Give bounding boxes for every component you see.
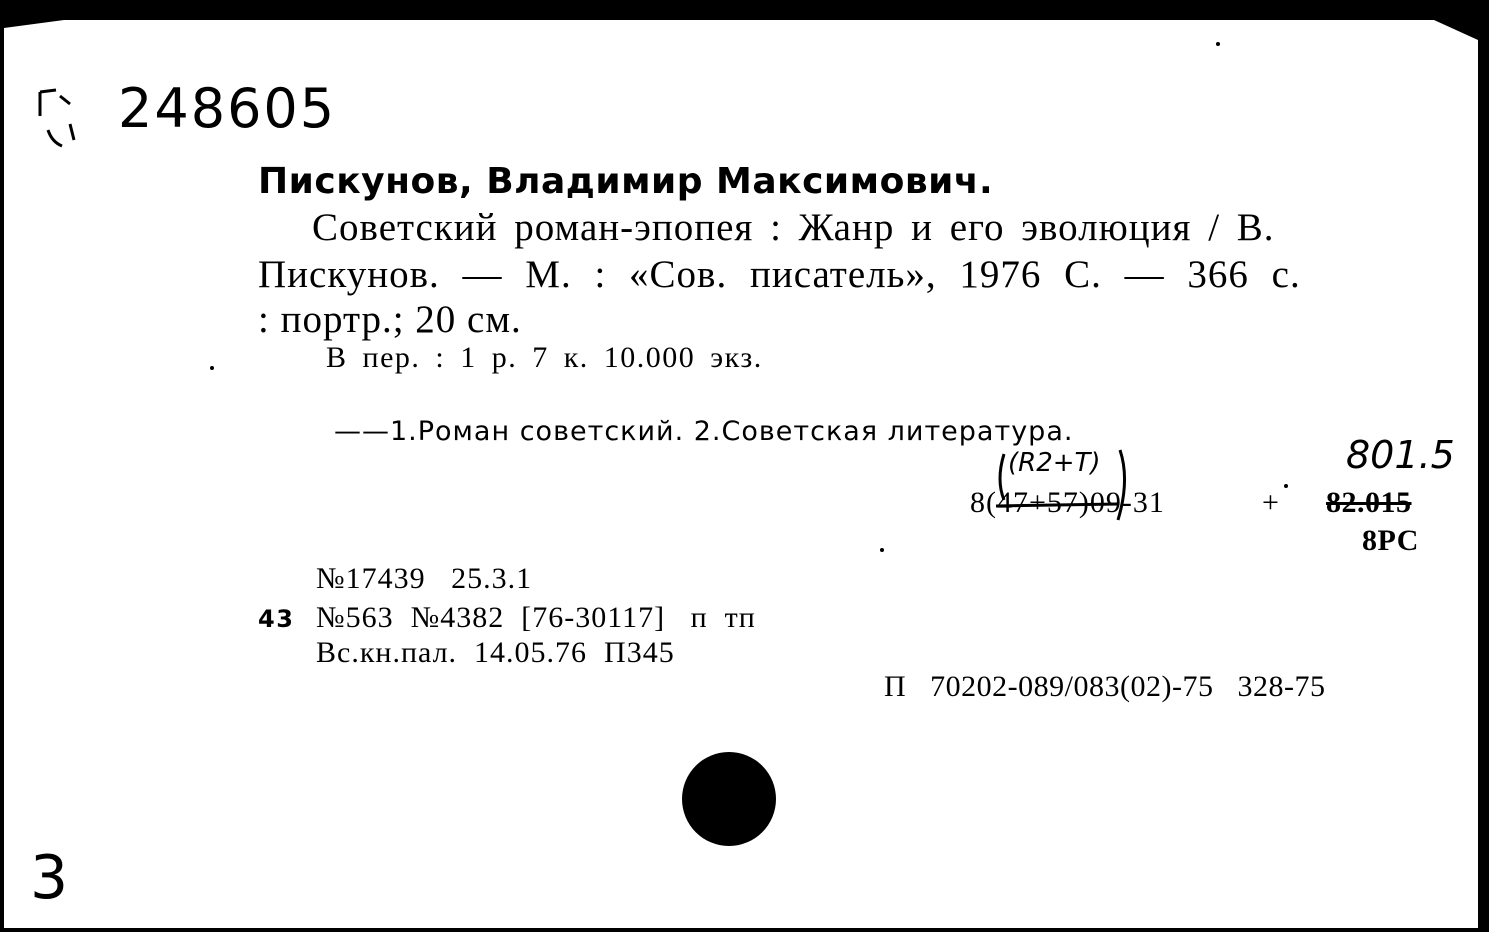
bottom-code: П 70202-089/083(02)-75 328-75 bbox=[884, 670, 1326, 703]
handwritten-udc: 801.5 bbox=[1346, 433, 1455, 477]
udc-sub: 8РС bbox=[1362, 524, 1419, 557]
price-line: В пер. : 1 р. 7 к. 10.000 экз. bbox=[326, 341, 763, 374]
handwritten-class-note: (R2+T) bbox=[1008, 448, 1101, 478]
title-line-1: Советский роман-эпопея : Жанр и его эволюция / В. bbox=[312, 206, 1275, 249]
registration-line-2: №563 №4382 [76-30117] п тп bbox=[316, 601, 756, 634]
registration-line-3: Вс.кн.пал. 14.05.76 П345 bbox=[316, 636, 675, 669]
card-number: 248605 bbox=[118, 77, 337, 140]
registration-number: 43 bbox=[258, 605, 295, 633]
registration-line-1: №17439 25.3.1 bbox=[316, 562, 533, 595]
punch-hole bbox=[682, 752, 776, 846]
udc-crossed: 82.015 bbox=[1326, 486, 1412, 519]
author-heading: Пискунов, Владимир Максимович. bbox=[258, 161, 994, 202]
classification-index: 8(47+57)09-31 bbox=[970, 486, 1165, 519]
title-line-3: : портр.; 20 см. bbox=[258, 298, 522, 341]
plus-sign: + bbox=[1262, 486, 1281, 519]
title-line-2: Пискунов. — М. : «Сов. писатель», 1976 С. — 366 с. bbox=[258, 253, 1301, 296]
corner-number: 3 bbox=[30, 843, 69, 913]
subject-headings: ——1.Роман советский. 2.Советская литература. bbox=[334, 416, 1074, 447]
